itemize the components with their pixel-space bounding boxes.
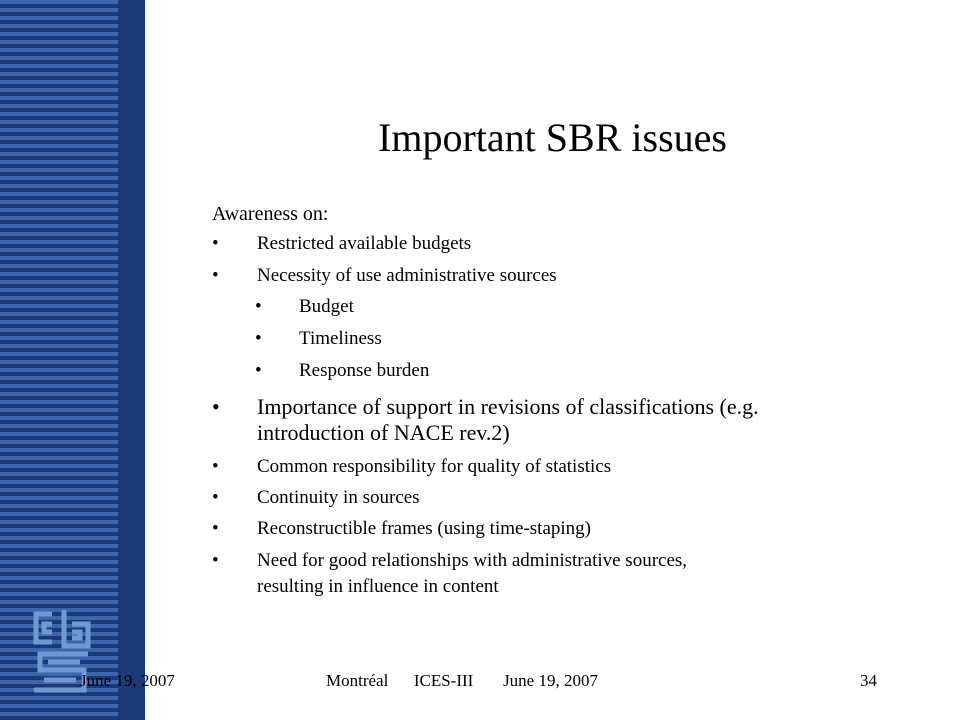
bullet-dot: • bbox=[255, 296, 262, 317]
page-number: 34 bbox=[860, 671, 877, 690]
bullet-text: Timeliness bbox=[299, 328, 382, 349]
slide-title: Important SBR issues bbox=[378, 115, 727, 160]
bullet-dot: • bbox=[212, 456, 219, 477]
footer-center bbox=[326, 670, 598, 692]
bullet-text-line1: Need for good relationships with administrative sources, bbox=[257, 550, 688, 571]
bullet-text-line2: resulting in influence in content bbox=[257, 576, 499, 597]
bullet-text-line2: introduction of NACE rev.2) bbox=[257, 420, 510, 445]
bullet-text: Response burden bbox=[299, 360, 430, 381]
bullet-text: Reconstructible frames (using time-staping) bbox=[257, 518, 591, 539]
decorative-striped-sidebar bbox=[0, 0, 175, 720]
bullet-text-line1: Importance of support in revisions of classifications (e.g. bbox=[257, 394, 759, 419]
bullet-dot: • bbox=[212, 233, 219, 254]
footer-date: June 19, 2007 bbox=[503, 671, 598, 690]
bullet-dot: • bbox=[212, 265, 219, 286]
lead-text: Awareness on: bbox=[212, 203, 329, 225]
bullet-dot: • bbox=[255, 360, 262, 381]
bullet-dot: • bbox=[212, 487, 219, 508]
bullet-dot: • bbox=[212, 394, 220, 419]
bullet-dot: • bbox=[212, 550, 219, 571]
bullet-dot: • bbox=[255, 328, 262, 349]
bullet-text: Continuity in sources bbox=[257, 487, 420, 508]
bullet-text: Necessity of use administrative sources bbox=[257, 265, 557, 286]
sidebar-solid-strip bbox=[118, 0, 145, 720]
bullet-text: Common responsibility for quality of statistics bbox=[257, 456, 612, 477]
footer-event: ICES-III bbox=[413, 671, 474, 690]
footer-location: Montréal bbox=[326, 671, 389, 690]
footer-date-left: June 19, 2007 bbox=[80, 671, 175, 690]
bullet-dot: • bbox=[212, 518, 219, 539]
bullet-text: Restricted available budgets bbox=[257, 233, 472, 254]
bullet-text: Budget bbox=[299, 296, 354, 317]
